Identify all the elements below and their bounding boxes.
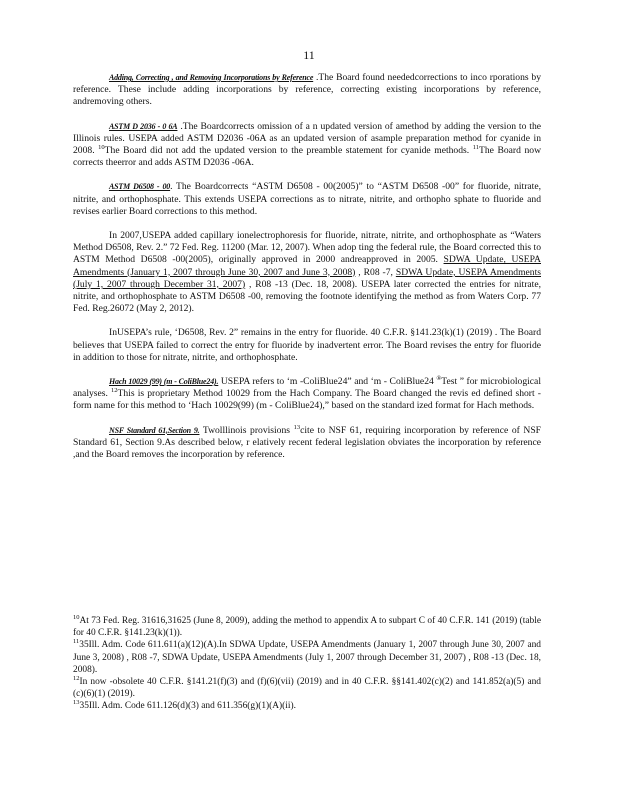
footnote-ref: 10 [98,143,105,151]
footnote-10: $^{10}$At 73 Fed. Reg. 31616,31625 (June 8, 2009), adding the method to appendix A to subpart C of 40 C.F.R. 141 (2019) (table for 40 C.F.R. §141.23(k)(1)). [73,613,541,639]
footnote-ref: 12 [111,387,118,395]
footnote-11: $^{11}$35Ill. Adm. Code 611.611(a)(12)(A).In SDWA Update, USEPA Amendments (January 1, 2007 through June 30, 2007 and June 3, 2008) , R08 -7, SDWA Update, USEPA Amendments (July 1, 2007 through December 31, 2007) , R08 -13 (Dec. 18, 2008). [73,638,542,675]
footnotes [73,615,541,713]
section-heading: ASTM D 2036 - 0 6A [109,121,178,131]
section-heading: NSF Standard 61,Section 9. [109,425,200,435]
paragraph-fluoride: InUSEPA’s rule, ‘D6508, Rev. 2” remains in the entry for fluoride. 40 C.F.R. §141.23(k)(1) (2019) . The Board believes that USEPA failed to correct the entry for fluoride by inadvertent error. The Board revises the entry for fluoride in addition to those for nitrate, nitrite, and orthophosphate. [73,327,541,363]
paragraph-nsf: NSF Standard 61,Section 9. Twolllinois provisions $^{13}$cite to NSF 61, requiring incorporation by reference of NSF Standard 61, Section 9.As described below, r elatively recent federal legislation obviates the incorporation by reference ,and the Board removes the incorporation by reference. [73,423,541,461]
case-citation: SDWA Update, USEPA Amendments (July 1, 2007 through December 31, 2007) [73,266,541,290]
section-heading: ASTM D6508 - 00 [109,182,171,192]
paragraph-incorporations: Adding, Correcting , and Removing Incorporations by Reference .The Board found neededcorrections to inco rporations by reference. These include adding incorporations by reference, correcting existing incorporations by reference, andremoving others. [73,72,541,108]
section-heading: Hach 10029 (99) (m - ColiBlue24). [109,377,219,387]
registered-mark: ® [436,374,442,382]
footnote-13: $^{13}$35Ill. Adm. Code 611.126(d)(3) and 611.356(g)(1)(A)(ii). [73,699,296,712]
page-number: 11 [303,48,315,62]
body-text [73,72,541,473]
footnote-ref: 13 [293,423,301,431]
paragraph-astm-d6508: ASTM D6508 - 00. The Boardcorrects “ASTM D6508 - 00(2005)” to “ASTM D6508 -00” for fluoride, nitrate, nitrite, and orthophosphate. This extends USEPA corrections as to nitrate, nitrite, and orthopho sphate to fluoride and revises earlier Board corrections to this method. [73,181,541,217]
paragraph-astm-d2036: ASTM D 2036 - 0 6A .The Boardcorrects omission of a n updated version of amethod by adding the version to the Illinois rules. USEPA added ASTM D2036 -06A as an updated version of asample preparation method for cyanide in 2008. $^{10}$The Board did not add the updated version to the preamble statement for cyanide methods. $^{11}$The Board now corrects theerror and adds ASTM D2036 -06A. [73,120,542,169]
case-citation: SDWA Update, USEPA Amendments (January 1, 2007 through June 30, 2007 and June 3, 2008) [73,254,541,278]
footnote-ref: 11 [472,143,479,151]
footnote-12: $^{12}$In now -obsolete 40 C.F.R. §141.21(f)(3) and (f)(6)(vii) (2019) and in 40 C.F.R. §§141.402(c)(2) and 141.852(a)(5) and (c)(6)(1) (2019). [73,674,541,700]
paragraph-2007-usepa: In 2007,USEPA added capillary ionelectrophoresis for fluoride, nitrate, nitrite, and orthophosphate as “Waters Method D6508, Rev. 2.” 72 Fed. Reg. 11200 (Mar. 12, 2007). When adop ting the federal rule, the Board corrected this to ASTM Method D6508 -00(2005), originally approved in 2000 andreapproved in 2005. SDWA Update, USEPA Amendments (January 1, 2007 through June 30, 2007 and June 3, 2008) , R08 -7, SDWA Update, USEPA Amendments (July 1, 2007 through December 31, 2007) , R08 -13 (Dec. 18, 2008). USEPA later corrected the entries for nitrate, nitrite, and orthophosphate to ASTM D6508 -00, removing the footnote identifying the method as from Waters Corp. 77 Fed. Reg.26072 (May 2, 2012). [73,230,541,315]
paragraph-hach: Hach 10029 (99) (m - ColiBlue24). USEPA refers to ‘m -ColiBlue24” and ‘m - ColiBlue24 ®Test ” for microbiological analyses. $^{12}$This is proprietary Method 10029 from the Hach Company. The Board changed the revis ed defined short - form name for this method to ‘Hach 10029(99) (m - ColiBlue24),” based on the standard ized format for Hach methods. [73,374,541,412]
section-heading: Adding, Correcting , and Removing Incorporations by Reference [109,73,314,82]
